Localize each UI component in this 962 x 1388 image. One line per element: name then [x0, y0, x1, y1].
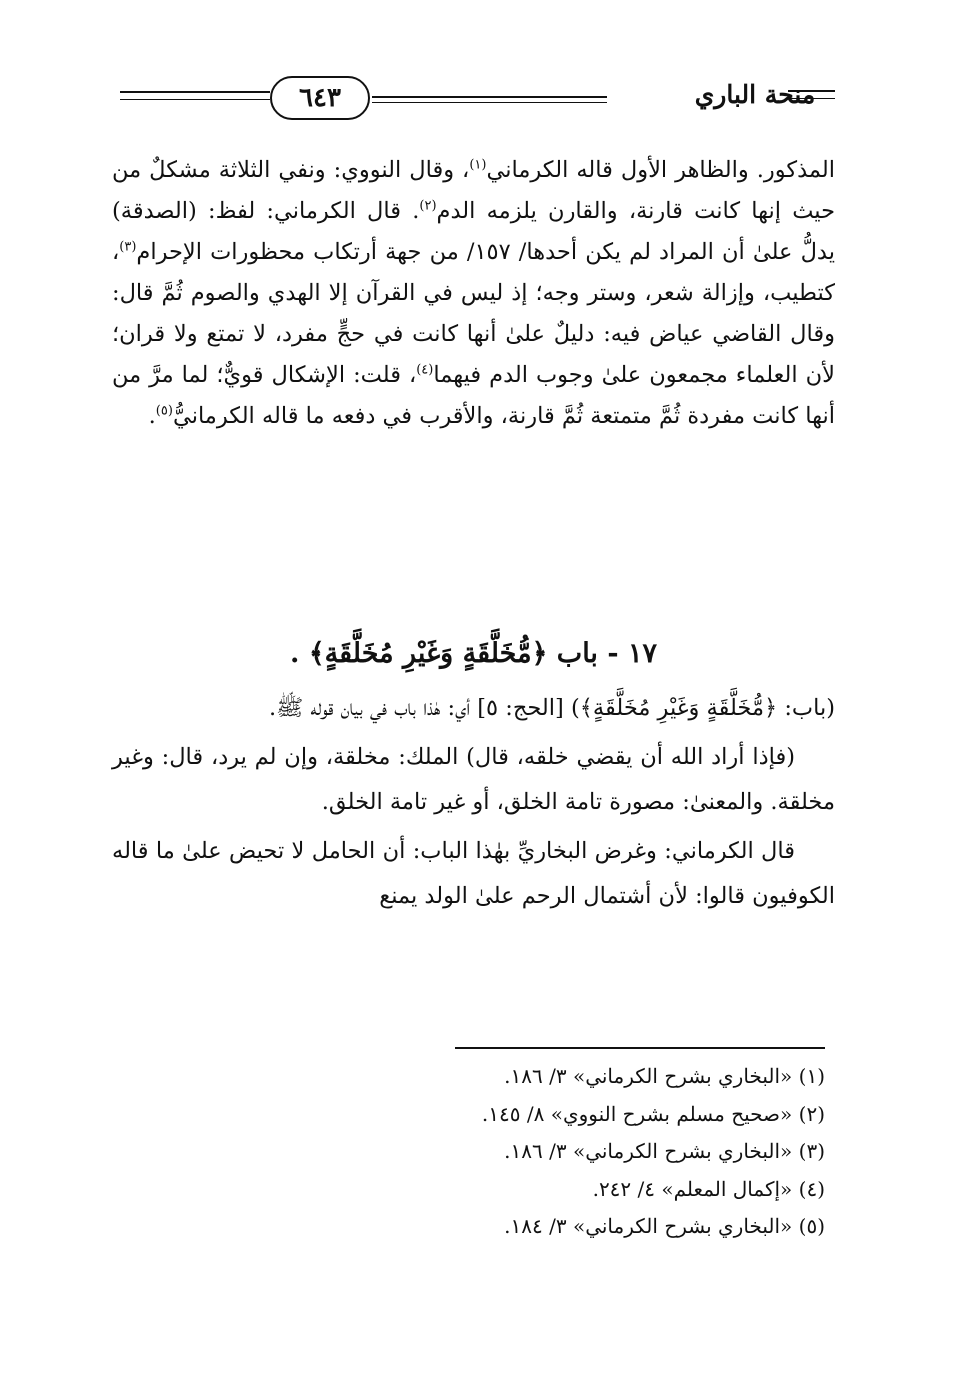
chapter-paragraph: (باب: ﴿مُّخَلَّقَةٍ وَغَيْرِ مُخَلَّقَةٍ﴾) [الحج: ٥] أي: هٰذا باب في بيان قوله ﷺ. [269, 695, 835, 721]
body-text-run: ، كتطيب، وإزالة شعر، وستر وجه؛ إذ ليس في القرآن إلا الهدي والصوم ثُمَّ قال: وقال القاضي عياض فيه: دليلٌ علىٰ أنها كانت في حجٍّ مفرد، لا تمتع ولا قران؛ لأن العلماء مجمعون علىٰ وجوب الدم فيهما [112, 239, 835, 388]
footnote-separator [455, 1047, 825, 1049]
header-rule-middle [372, 96, 607, 98]
running-header [110, 74, 835, 124]
footnote-item: (٥) «البخاري بشرح الكرماني» ٣/ ١٨٤. [504, 1214, 825, 1238]
chapter-paragraph: قال الكرماني: وغرض البخاريِّ بهٰذا الباب: أن الحامل لا تحيض علىٰ ما قاله الكوفيون قالوا: لأن أشتمال الرحم علىٰ الولد يمنع [112, 838, 835, 909]
footnote-reference: (٣) [119, 239, 137, 255]
footnote-item: (٢) «صحيح مسلم بشرح النووي» ٨/ ١٤٥. [481, 1101, 825, 1126]
header-rule-middle [372, 102, 607, 103]
chapter-paragraph: (فإذا أراد الله أن يقضي خلقه، قال) الملك: مخلقة، وإن لم يرد، قال: وغير مخلقة. والمعنىٰ: مصورة تامة الخلق، أو غير تامة الخلق. [112, 744, 835, 815]
header-rule-right [788, 98, 835, 99]
body-text-run: . قال الكرماني: لفظ: (الصدقة) يدلُّ علىٰ أن المراد لم يكن أحدها/ ١٥٧/ من جهة أرتكاب محظورات الإحرام [112, 198, 835, 265]
body-text-run: ، وقال النووي: ونفي الثلاثة مشكلٌ من حيث إنها كانت قارنة، والقارن يلزمه الدم [112, 157, 835, 224]
footnote-reference: (١) [469, 157, 487, 173]
footnote-reference: (٥) [155, 403, 173, 419]
footnote-item: (٤) «إكمال المعلم» ٤/ ٢٤٢. [592, 1176, 825, 1201]
chapter-text [112, 686, 835, 923]
body-text-run: . [148, 403, 156, 429]
footnote-item: (١) «البخاري بشرح الكرماني» ٣/ ١٨٦. [504, 1064, 825, 1088]
footnote-reference: (٢) [419, 198, 437, 214]
body-text-run: المذكور. والظاهر الأول قاله الكرماني [486, 157, 835, 183]
page-number: ٦٤٣ [270, 76, 370, 120]
running-title: منحة الباري [694, 80, 816, 109]
footnote-reference: (٤) [416, 362, 434, 378]
footnote-item: (٣) «البخاري بشرح الكرماني» ٣/ ١٨٦. [504, 1139, 825, 1163]
footnotes-list [380, 1058, 825, 1246]
chapter-heading: ١٧ - باب ﴿مُّخَلَّقَةٍ وَغَيْرِ مُخَلَّقَةٍ﴾ . [290, 638, 657, 669]
header-rule-left [120, 91, 270, 93]
body-text-run: ، قلت: الإشكال قويٌّ؛ لما مرَّ من أنها كانت مفردة ثُمَّ متمتعة ثُمَّ قارنة، والأقرب في دفعه ما قاله الكرمانيُّ [112, 362, 835, 429]
body-paragraph [112, 150, 835, 437]
main-text [112, 150, 835, 437]
header-rule-left [120, 99, 270, 100]
header-rule-right [788, 90, 835, 92]
